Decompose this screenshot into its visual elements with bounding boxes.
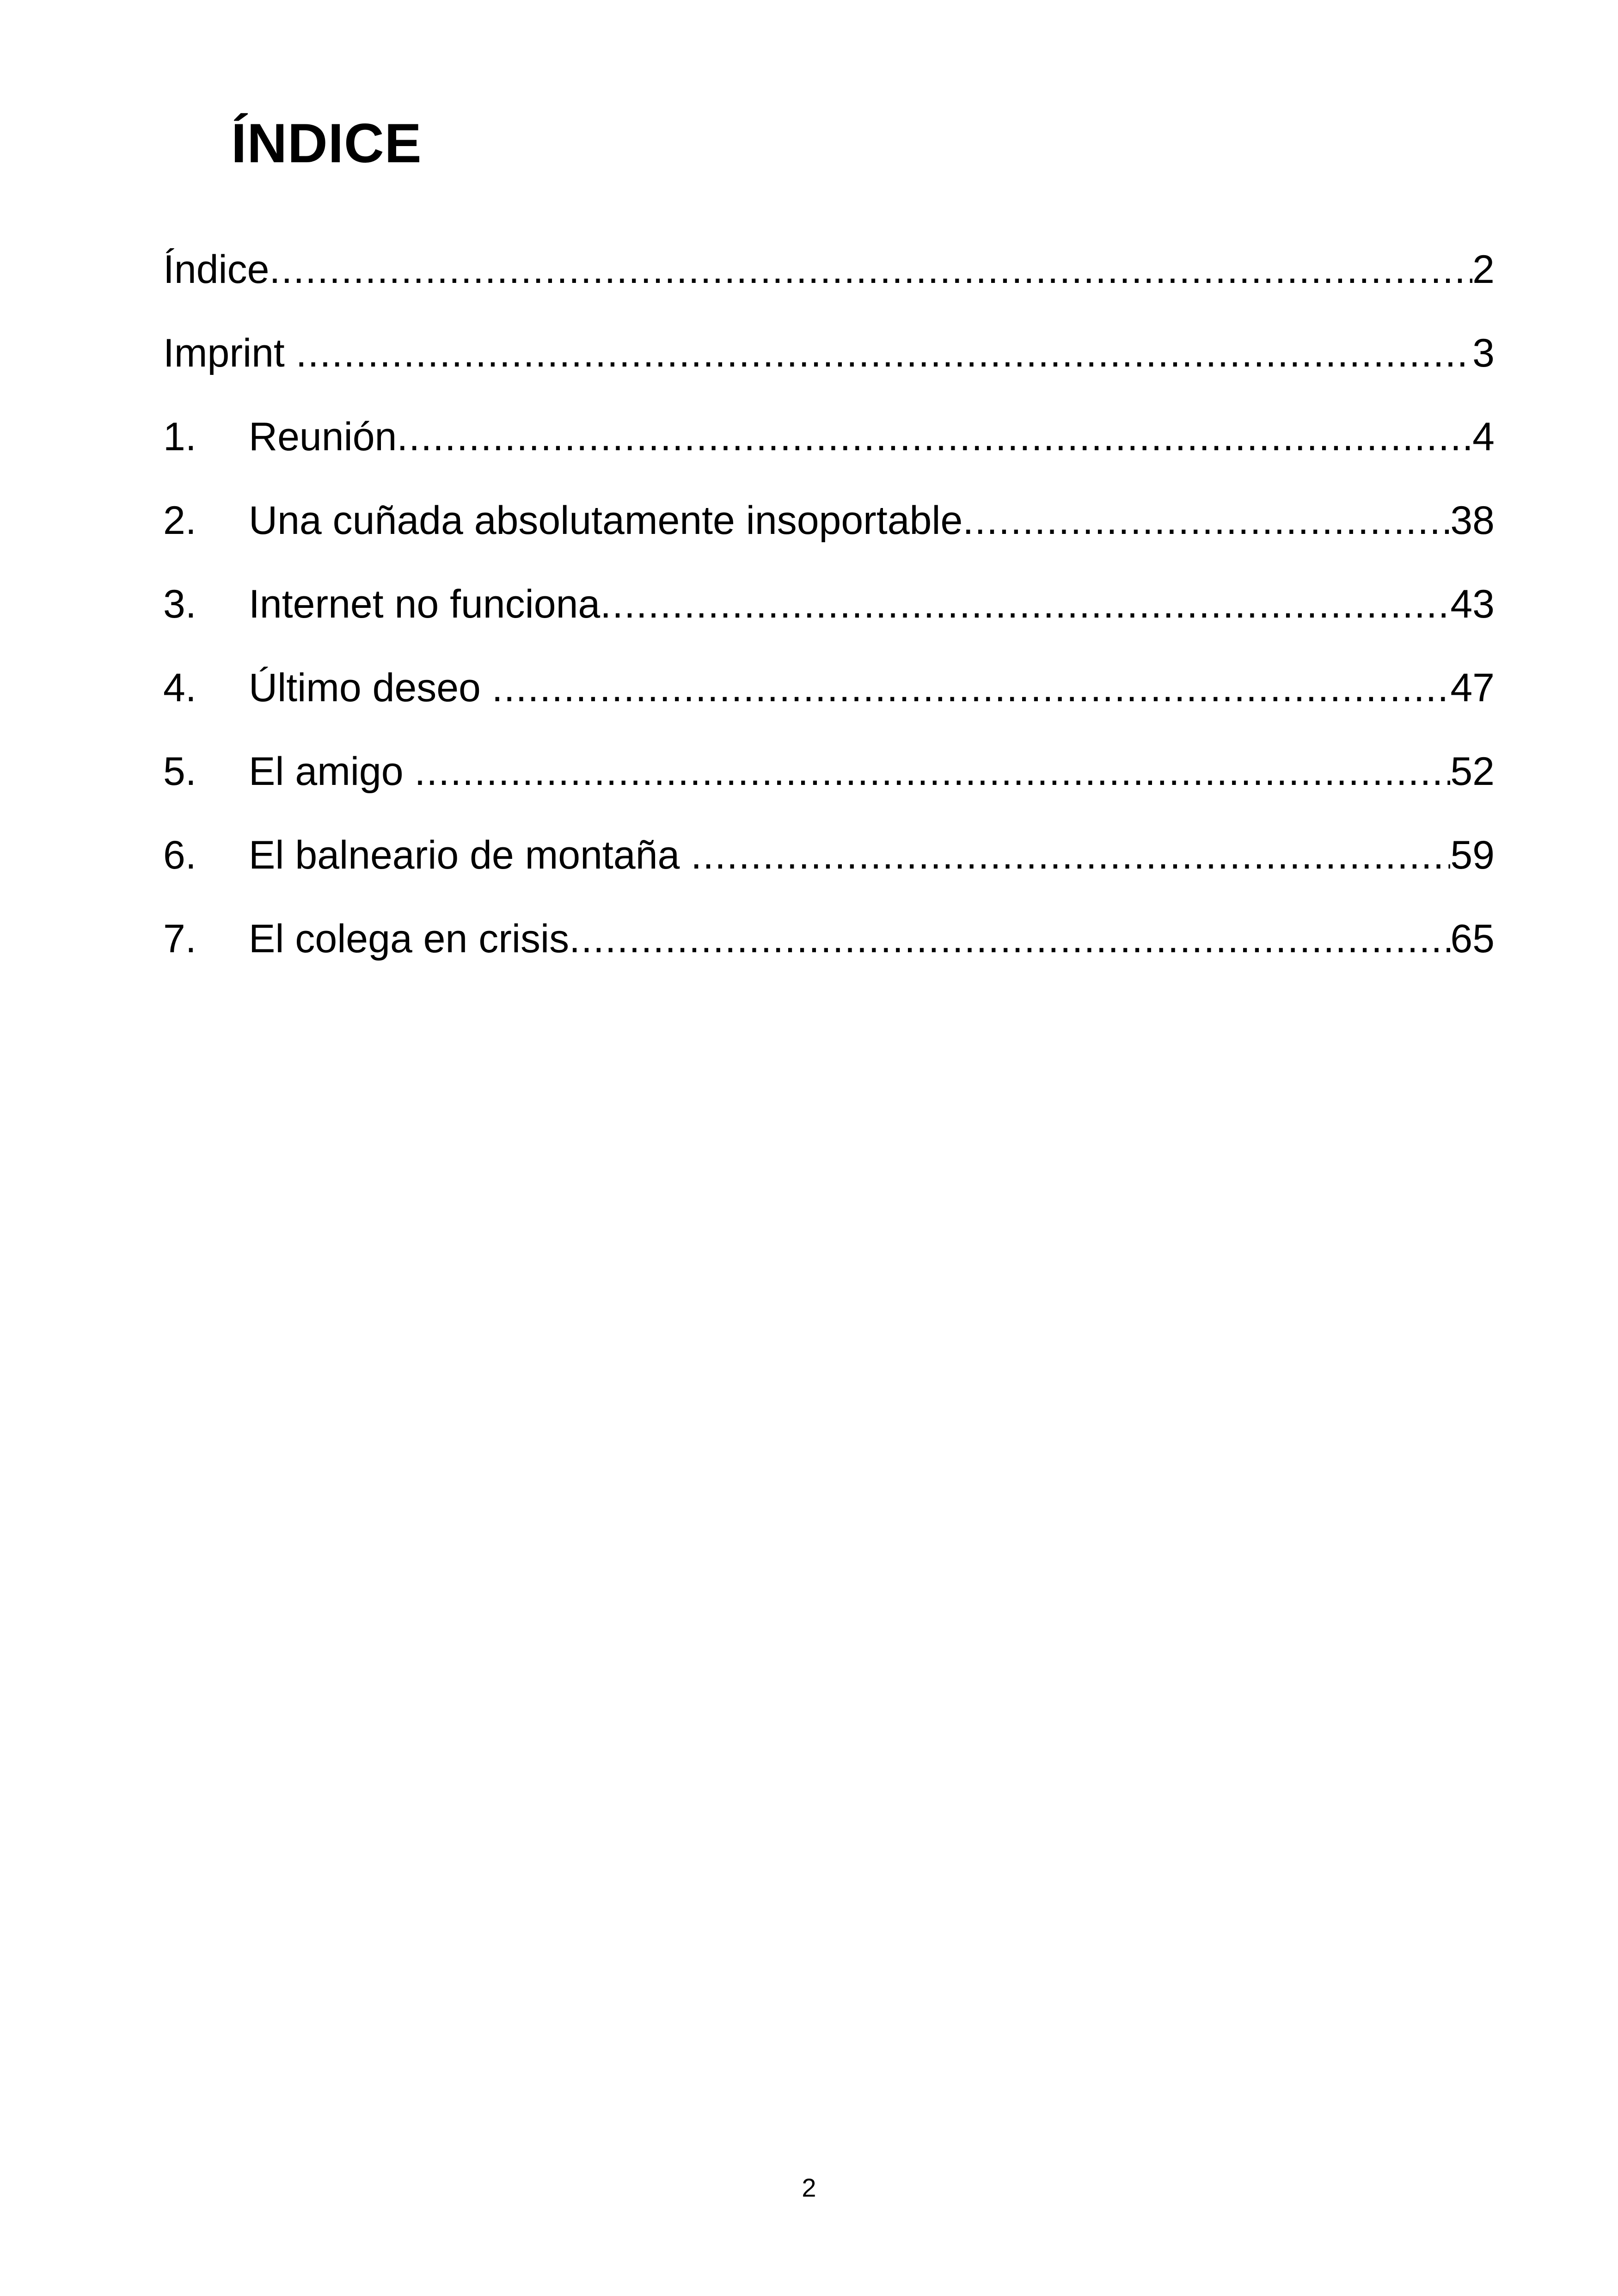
toc-entry-page: 3 [1472,331,1495,375]
toc-dot-leader [397,417,1472,457]
toc-entry-chapter-4[interactable] [163,668,1495,752]
toc-entry-indice[interactable] [163,247,1495,333]
toc-dot-leader [296,333,1472,373]
toc-entry-page: 59 [1450,833,1495,877]
toc-entry-page: 47 [1450,666,1495,710]
toc-entry-number: 7. [163,917,196,961]
toc-entry-page: 2 [1472,247,1495,292]
toc-entry-number: 2. [163,498,196,543]
toc-dot-leader [962,501,1450,540]
toc-entry-number: 6. [163,833,196,877]
toc-entry-title: El balneario de montaña [249,833,691,877]
toc-entry-chapter-6[interactable] [163,835,1495,919]
table-of-contents [163,247,1495,1003]
toc-entry-title: Internet no funciona [249,582,601,626]
toc-entry-number: 4. [163,666,196,710]
toc-entry-page: 4 [1472,415,1495,459]
toc-entry-chapter-3[interactable] [163,584,1495,668]
toc-dot-leader [600,584,1450,624]
toc-dot-leader [415,752,1451,791]
toc-entry-title: Imprint [163,331,296,375]
toc-dot-leader [492,668,1451,708]
toc-entry-title: Índice [163,247,270,292]
toc-entry-chapter-2[interactable] [163,498,1495,584]
toc-entry-number: 5. [163,749,196,794]
toc-entry-title: Una cuñada absolutamente insoportable [249,498,963,543]
toc-entry-chapter-1[interactable] [163,417,1495,501]
toc-entry-page: 38 [1450,498,1495,543]
toc-entry-page: 65 [1450,917,1495,961]
toc-dot-leader [270,250,1473,289]
toc-entry-title: Reunión [249,415,397,459]
toc-entry-number: 3. [163,582,196,626]
toc-entry-number: 1. [163,415,196,459]
toc-entry-chapter-7[interactable] [163,919,1495,1003]
toc-entry-title: El amigo [249,749,415,794]
toc-entry-imprint[interactable] [163,333,1495,417]
toc-entry-page: 52 [1450,749,1495,794]
toc-heading: ÍNDICE [231,112,422,174]
page-number: 2 [802,2173,816,2202]
toc-entry-title: El colega en crisis [249,917,570,961]
toc-entry-title: Último deseo [249,666,492,710]
toc-dot-leader [569,919,1450,959]
toc-dot-leader [691,835,1450,875]
toc-entry-chapter-5[interactable] [163,749,1495,835]
toc-entry-page: 43 [1450,582,1495,626]
